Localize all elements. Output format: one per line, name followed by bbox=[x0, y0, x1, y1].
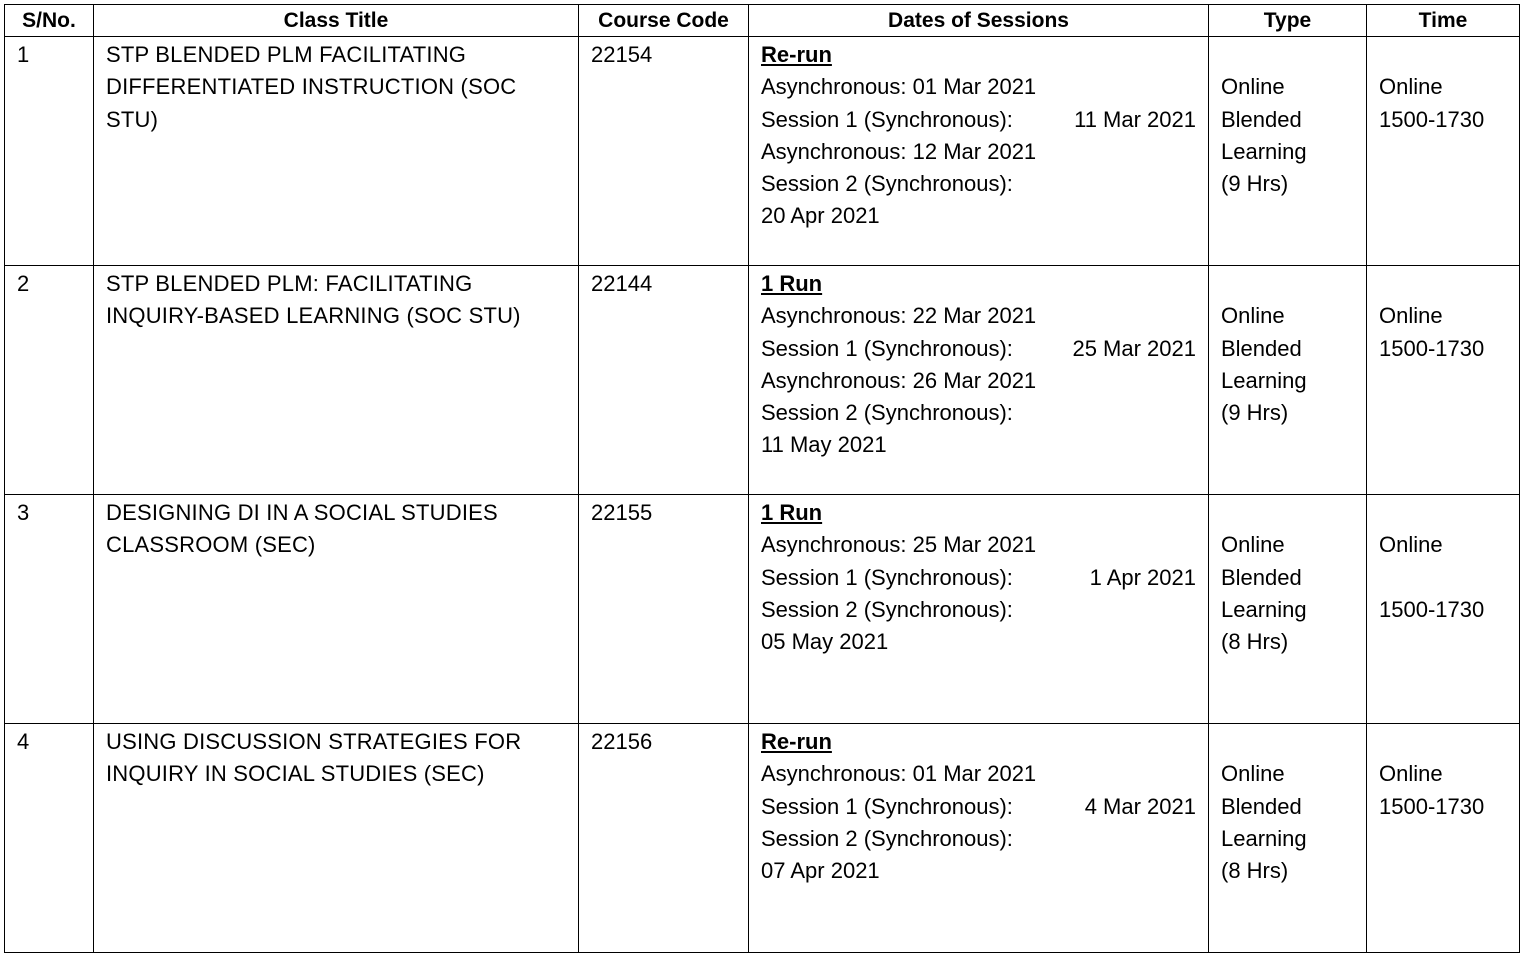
sync-session-2-label: Session 2 (Synchronous): bbox=[761, 596, 1013, 622]
async-session-1: Asynchronous: 25 Mar 2021 bbox=[761, 532, 1037, 558]
time-mode: Online bbox=[1379, 761, 1443, 787]
table-row bbox=[5, 266, 1520, 495]
sync-session-2-label: Session 2 (Synchronous): bbox=[761, 171, 1013, 197]
time-mode: Online bbox=[1379, 303, 1443, 329]
table-row bbox=[5, 495, 1520, 724]
sync-session-1-label: Session 1 (Synchronous): bbox=[761, 564, 1013, 590]
header-time: Time bbox=[1367, 5, 1520, 37]
type-hours: (8 Hrs) bbox=[1221, 629, 1289, 655]
class-schedule-table bbox=[4, 4, 1520, 953]
type-line: Online bbox=[1221, 74, 1285, 100]
sync-session-1 bbox=[761, 791, 1196, 823]
sync-session-1-date: 11 Mar 2021 bbox=[1074, 106, 1196, 132]
sync-session-2-date: 05 May 2021 bbox=[761, 629, 889, 655]
sync-session-1-label: Session 1 (Synchronous): bbox=[761, 106, 1013, 132]
row-type bbox=[1209, 266, 1367, 495]
run-label: 1 Run bbox=[761, 500, 823, 525]
row-type bbox=[1209, 724, 1367, 953]
row-type bbox=[1209, 495, 1367, 724]
sync-session-1-date: 1 Apr 2021 bbox=[1089, 564, 1196, 590]
header-course-code: Course Code bbox=[579, 5, 749, 37]
type-line: Online bbox=[1221, 761, 1285, 787]
row-time bbox=[1367, 724, 1520, 953]
async-session-1: Asynchronous: 01 Mar 2021 bbox=[761, 761, 1037, 787]
time-mode: Online bbox=[1379, 74, 1443, 100]
sync-session-2-date: 20 Apr 2021 bbox=[761, 203, 880, 229]
type-line: Learning bbox=[1221, 367, 1307, 393]
row-sno: 1 bbox=[5, 37, 94, 266]
row-class-title: STP BLENDED PLM FACILITATING DIFFERENTIATED INSTRUCTION (SOC STU) bbox=[94, 37, 579, 266]
time-range: 1500-1730 bbox=[1379, 596, 1485, 622]
row-time bbox=[1367, 495, 1520, 724]
row-class-title: DESIGNING DI IN A SOCIAL STUDIES CLASSROOM (SEC) bbox=[94, 495, 579, 724]
type-line: Learning bbox=[1221, 825, 1307, 851]
type-line: Online bbox=[1221, 303, 1285, 329]
type-line: Learning bbox=[1221, 138, 1307, 164]
async-session-2: Asynchronous: 12 Mar 2021 bbox=[761, 138, 1037, 164]
async-session-1: Asynchronous: 22 Mar 2021 bbox=[761, 303, 1037, 329]
type-hours: (9 Hrs) bbox=[1221, 400, 1289, 426]
row-sno: 2 bbox=[5, 266, 94, 495]
row-sno: 3 bbox=[5, 495, 94, 724]
time-range: 1500-1730 bbox=[1379, 335, 1485, 361]
type-line: Blended bbox=[1221, 335, 1302, 361]
sync-session-2-label: Session 2 (Synchronous): bbox=[761, 825, 1013, 851]
row-dates-of-sessions bbox=[749, 724, 1209, 953]
type-line: Blended bbox=[1221, 793, 1302, 819]
async-session-1: Asynchronous: 01 Mar 2021 bbox=[761, 74, 1037, 100]
row-sno: 4 bbox=[5, 724, 94, 953]
sync-session-2-date: 07 Apr 2021 bbox=[761, 858, 880, 884]
time-range: 1500-1730 bbox=[1379, 106, 1485, 132]
time-mode: Online bbox=[1379, 532, 1443, 558]
type-hours: (8 Hrs) bbox=[1221, 858, 1289, 884]
sync-session-2-date: 11 May 2021 bbox=[761, 432, 887, 458]
sync-session-1-date: 4 Mar 2021 bbox=[1084, 793, 1196, 819]
row-class-title: USING DISCUSSION STRATEGIES FOR INQUIRY IN SOCIAL STUDIES (SEC) bbox=[94, 724, 579, 953]
sync-session-1 bbox=[761, 104, 1196, 136]
row-dates-of-sessions bbox=[749, 37, 1209, 266]
row-class-title: STP BLENDED PLM: FACILITATING INQUIRY-BASED LEARNING (SOC STU) bbox=[94, 266, 579, 495]
header-class-title: Class Title bbox=[94, 5, 579, 37]
sync-session-1-label: Session 1 (Synchronous): bbox=[761, 793, 1013, 819]
row-time bbox=[1367, 266, 1520, 495]
sync-session-2-label: Session 2 (Synchronous): bbox=[761, 400, 1013, 426]
type-hours: (9 Hrs) bbox=[1221, 171, 1289, 197]
type-line: Online bbox=[1221, 532, 1285, 558]
run-label: 1 Run bbox=[761, 271, 823, 296]
sync-session-1 bbox=[761, 333, 1196, 365]
row-course-code: 22144 bbox=[579, 266, 749, 495]
type-line: Blended bbox=[1221, 564, 1302, 590]
row-course-code: 22155 bbox=[579, 495, 749, 724]
sync-session-1-label: Session 1 (Synchronous): bbox=[761, 335, 1013, 361]
run-label: Re-run bbox=[761, 729, 832, 754]
type-line: Learning bbox=[1221, 596, 1307, 622]
header-dates-of-sessions: Dates of Sessions bbox=[749, 5, 1209, 37]
header-type: Type bbox=[1209, 5, 1367, 37]
row-dates-of-sessions bbox=[749, 495, 1209, 724]
time-range: 1500-1730 bbox=[1379, 793, 1485, 819]
row-dates-of-sessions bbox=[749, 266, 1209, 495]
sync-session-1-date: 25 Mar 2021 bbox=[1072, 335, 1196, 361]
table-header bbox=[5, 5, 1520, 37]
async-session-2: Asynchronous: 26 Mar 2021 bbox=[761, 367, 1037, 393]
row-time bbox=[1367, 37, 1520, 266]
row-course-code: 22156 bbox=[579, 724, 749, 953]
run-label: Re-run bbox=[761, 42, 832, 67]
table-row bbox=[5, 724, 1520, 953]
type-line: Blended bbox=[1221, 106, 1302, 132]
header-row bbox=[5, 5, 1520, 37]
row-type bbox=[1209, 37, 1367, 266]
table-row bbox=[5, 37, 1520, 266]
sync-session-1 bbox=[761, 562, 1196, 594]
header-sno: S/No. bbox=[5, 5, 94, 37]
row-course-code: 22154 bbox=[579, 37, 749, 266]
